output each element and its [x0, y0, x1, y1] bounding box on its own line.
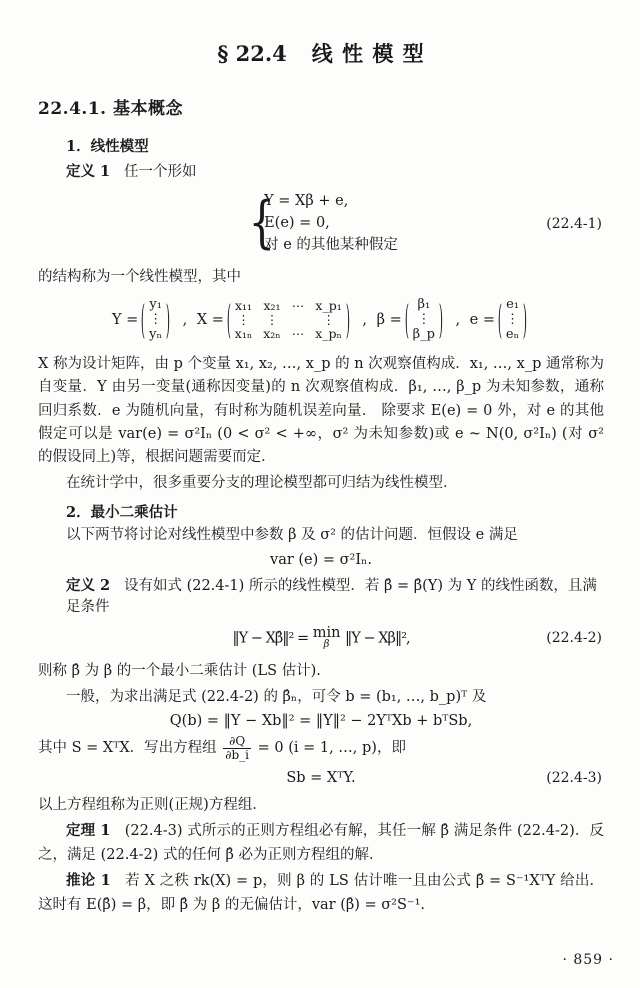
matrix-e-entry-1: ⋮	[506, 311, 520, 327]
subsection-title: 22.4.1. 基本概念	[38, 99, 183, 119]
left-paren-icon: (	[497, 296, 502, 344]
matrix-X-r3c1: x₁ₙ	[234, 326, 253, 342]
matrix-beta	[377, 298, 446, 343]
matrix-X-r3c2: x₂ₙ	[263, 326, 281, 342]
matrix-Y	[112, 298, 173, 343]
matrix-X-r1c4: x_p₁	[315, 297, 342, 313]
paragraph-S-post: = 0 (i = 1, …, p)，即	[257, 740, 406, 757]
matrix-Y-entry-0: y₁	[149, 296, 162, 312]
equation-22-4-3	[38, 770, 604, 786]
matrix-X	[196, 296, 353, 344]
matrix-e	[470, 298, 530, 343]
paragraph-S-pre: 其中 S = XᵀX．写出方程组	[38, 740, 217, 757]
eq1-row-1: Y = Xβ + e,	[264, 193, 349, 209]
equation-22-4-2-number: (22.4-2)	[546, 630, 602, 647]
matrix-X-r1c3: ⋯	[291, 297, 305, 313]
paragraph-S-definition	[38, 735, 604, 761]
paragraph-general: 一般，为求出满足式 (22.4-2) 的 β̂ₙ，可令 b = (b₁, …, b_p)ᵀ 及	[66, 688, 487, 705]
item-2-least-squares: 2．最小二乘估计	[66, 504, 178, 522]
right-paren-icon: )	[166, 296, 171, 344]
section-number: § 22.4	[217, 41, 287, 66]
paragraph-statistics: 在统计学中，很多重要分支的理论模型都可归结为线性模型．	[66, 474, 458, 491]
eq2-min-subscript: β	[323, 639, 330, 651]
comma-separator-2: ,	[362, 312, 368, 329]
matrix-X-label: X =	[196, 312, 224, 329]
paragraph-after-eq2: 则称 β̂ 为 β 的一个最小二乘估计 (LS 估计).	[38, 663, 321, 680]
right-paren-icon: )	[438, 296, 443, 344]
matrix-e-label: e =	[469, 312, 496, 329]
eq3-body: Sb = XᵀY.	[286, 769, 356, 786]
comma-separator-1: ,	[182, 312, 188, 329]
fraction-numerator: ∂Q	[223, 735, 251, 749]
matrix-Y-entry-2: yₙ	[149, 326, 163, 342]
matrix-X-r1c2: x₂₁	[263, 297, 281, 313]
theorem-1-text: (22.4-3) 式所示的正则方程组必有解，其任一解 β̂ 满足条件 (22.4-2)．反之，满足 (22.4-2) 式的任何 β̂ 必为正则方程组的解．	[38, 823, 605, 863]
right-paren-icon: )	[345, 296, 350, 344]
eq2-lhs: ‖Y − Xβ̂‖² =	[232, 630, 309, 647]
definition-2-text: 设有如式 (22.4-1) 所示的线性模型．若 β̂ = β̂(Y) 为 Y 的线性函数，且满足条件	[66, 577, 597, 615]
eq2-rhs: ‖Y − Xβ‖²,	[345, 630, 410, 647]
right-paren-icon: )	[523, 296, 528, 344]
matrix-beta-entry-2: β_p	[412, 326, 435, 342]
definition-1-label: 定义 1	[66, 163, 111, 180]
matrix-beta-entry-1: ⋮	[417, 311, 431, 327]
partial-derivative-fraction	[223, 735, 251, 761]
equation-Qb: Q(b) = ‖Y − Xb‖² = ‖Y‖² − 2YᵀXb + bᵀSb,	[169, 713, 473, 730]
matrix-X-r3c3: ⋯	[291, 326, 305, 342]
paragraph-after-eq3: 以上方程组称为正则(正规)方程组．	[38, 796, 267, 813]
matrix-X-r1c1: x₁₁	[234, 297, 253, 313]
eq2-min-operator	[313, 626, 341, 651]
matrix-X-r2c4: ⋮	[322, 311, 335, 327]
equation-var-e: var (e) = σ²Iₙ.	[270, 551, 372, 568]
equation-22-4-1-number: (22.4-1)	[546, 215, 602, 232]
section-name: 线 性 模 型	[311, 41, 425, 66]
comma-separator-3: ,	[455, 312, 461, 329]
left-paren-icon: (	[404, 296, 409, 344]
left-paren-icon: (	[141, 296, 146, 344]
page-content	[38, 30, 604, 919]
paragraph-design-matrix: X 称为设计矩阵，由 p 个变量 x₁, x₂, …, x_p 的 n 次观察值构成．x₁, …, x_p 通常称为自变量．Y 由另一变量(通称因变量)的 n 次观察值构成．β₁, …, β_p 为未知参数，通称回归系数．e 为随机向量，有时称为随机误差向量． 除要求 E(e) = 0 外，对 e 的其他假定可以是 var(e) = σ²Iₙ (0 < σ² < +∞，σ² 为未知参数)或 e ~ N(0, σ²Iₙ) (对 σ² 的假设同上)等，根据问题需要而定．	[38, 355, 604, 466]
matrix-beta-entry-0: β₁	[417, 296, 431, 312]
definition-1	[66, 160, 604, 181]
matrix-Y-entry-1: ⋮	[149, 311, 163, 327]
definition-2-label: 定义 2	[66, 576, 111, 594]
fraction-denominator: ∂b_i	[225, 748, 249, 762]
equation-22-4-2	[38, 626, 604, 651]
eq1-row-3: 对 e 的其他某种假定	[264, 236, 398, 253]
matrix-e-entries	[506, 298, 519, 343]
matrix-definitions	[38, 298, 604, 343]
equation-22-4-1	[38, 191, 604, 256]
paragraph-lsq-intro: 以下两节将讨论对线性模型中参数 β 及 σ² 的估计问题．恒假设 e 满足	[66, 527, 518, 544]
eq1-row-2: E(e) = 0,	[264, 214, 330, 231]
definition-2	[66, 574, 604, 616]
matrix-X-r2c2: ⋮	[265, 311, 279, 327]
matrix-beta-label: β =	[376, 312, 402, 329]
paragraph-after-eq1: 的结构称为一个线性模型，其中	[38, 269, 241, 286]
page-title	[38, 38, 604, 68]
matrix-X-r3c4: x_pₙ	[315, 326, 342, 342]
corollary-1	[38, 869, 604, 917]
matrix-beta-entries	[413, 298, 435, 343]
left-paren-icon: (	[226, 296, 231, 344]
corollary-1-label: 推论 1	[66, 872, 111, 890]
theorem-1	[38, 819, 604, 867]
matrix-X-entries	[235, 299, 342, 342]
equation-22-4-3-number: (22.4-3)	[546, 769, 602, 786]
page-number: · 859 ·	[562, 952, 614, 968]
matrix-Y-entries	[149, 298, 162, 343]
corollary-1-text: 若 X 之秩 rk(X) = p，则 β 的 LS 估计唯一且由公式 β̂ = S⁻¹XᵀY 给出．这时有 E(β̂) = β，即 β̂ 为 β 的无偏估计，var (β̂) = σ²S⁻¹.	[38, 873, 605, 913]
matrix-Y-label: Y =	[111, 312, 139, 329]
definition-1-text: 任一个形如	[123, 164, 197, 180]
left-brace-icon: {	[248, 190, 276, 256]
matrix-X-r2c1: ⋮	[237, 311, 250, 327]
eq2-min-text: min	[312, 624, 341, 641]
item-1-linear-model: 1．线性模型	[66, 138, 149, 155]
equation-system-brace-group	[244, 191, 398, 256]
matrix-e-entry-2: eₙ	[505, 326, 520, 342]
matrix-e-entry-0: e₁	[506, 296, 519, 312]
theorem-1-label: 定理 1	[66, 822, 111, 840]
